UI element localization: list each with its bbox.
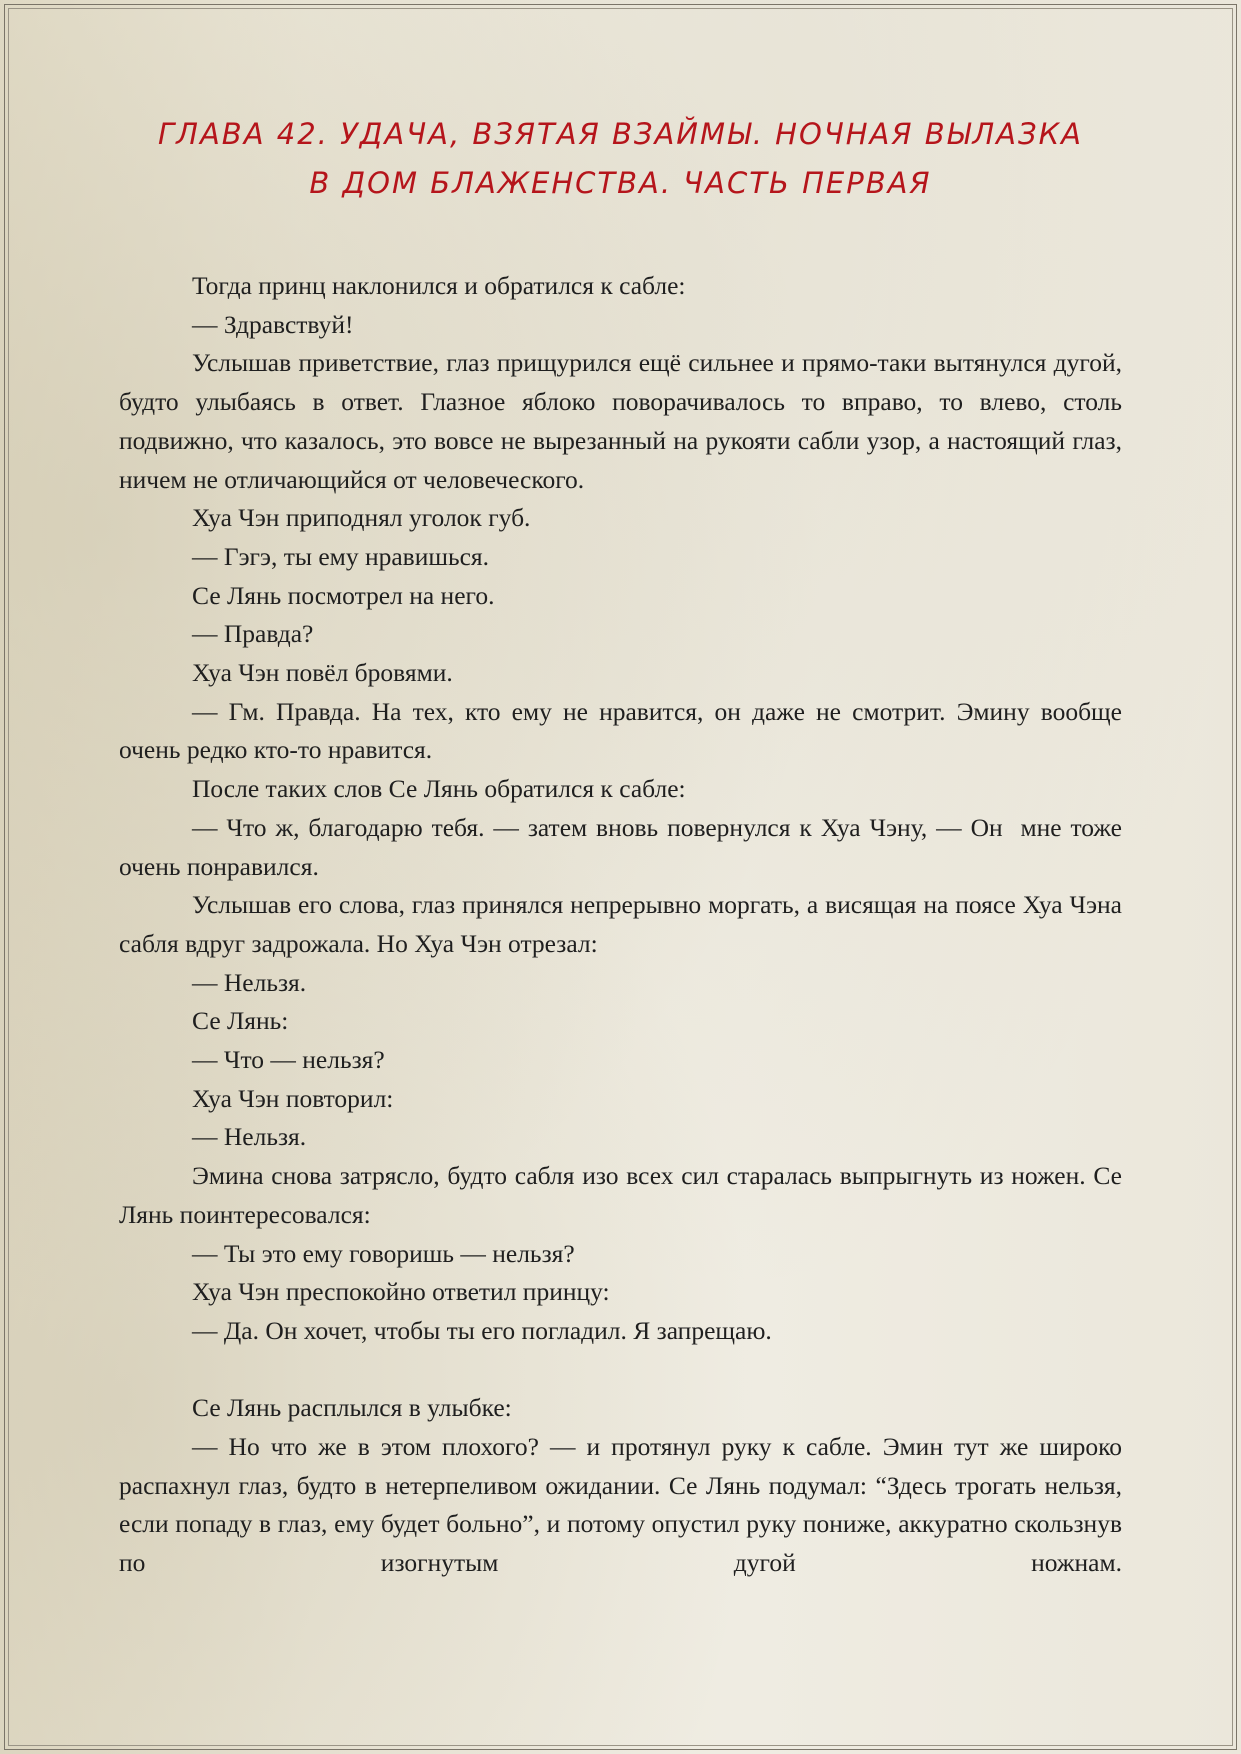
paragraph: Хуа Чэн повёл бровями. (192, 658, 453, 688)
paragraph: — Здравствуй! (192, 309, 354, 339)
paragraph: — Нельзя. (192, 967, 307, 997)
paragraph: После таких слов Се Лянь обратился к сабле: (192, 774, 686, 804)
paragraph: Услышав его слова, глаз принялся непрерывно моргать, а висящая на поясе Хуа Чэна сабля вдруг задрожала. Но Хуа Чэн отрезал: (119, 890, 1122, 958)
paragraph: — Что ж, благодарю тебя. — затем вновь повернулся к Хуа Чэну, — Он мне тоже очень понравился. (119, 812, 1129, 881)
paragraph: Услышав приветствие, глаз прищурился ещё сильнее и прямо-таки вытянулся дугой, будто улыбаясь в ответ. Глазное яблоко поворачивалось то вправо, то влево, столь подвижно, что казалось, это вовсе не вырезанный на рукояти сабли узор, а настоящий глаз, ничем не отличающийся от человеческого. (119, 348, 1122, 494)
paragraph: Се Лянь: (192, 1006, 289, 1036)
paragraph: — Да. Он хочет, чтобы ты его погладил. Я запрещаю. (192, 1315, 772, 1345)
paragraph: — Что — нельзя? (192, 1045, 385, 1075)
paragraph: Се Лянь посмотрел на него. (192, 580, 495, 610)
chapter-body (119, 267, 1129, 1583)
chapter-title-line-2: В ДОМ БЛАЖЕНСТВА. ЧАСТЬ ПЕРВАЯ (309, 166, 932, 200)
paragraph: Хуа Чэн преспокойно ответил принцу: (192, 1277, 610, 1307)
paragraph: — Правда? (192, 619, 314, 649)
paragraph: Се Лянь расплылся в улыбке: (192, 1393, 512, 1423)
chapter-title-line-1: ГЛАВА 42. УДАЧА, ВЗЯТАЯ ВЗАЙМЫ. НОЧНАЯ ВЫЛАЗКА (158, 117, 1083, 151)
paragraph: Эмина снова затрясло, будто сабля изо всех сил старалась выпрыгнуть из ножен. Се Лянь поинтересовался: (119, 1161, 1122, 1229)
paragraph: — Ты это ему говоришь — нельзя? (192, 1238, 575, 1268)
paragraph: — Гэгэ, ты ему нравишься. (192, 541, 490, 571)
chapter-title (0, 110, 1241, 208)
paragraph: Хуа Чэн повторил: (192, 1083, 394, 1113)
paragraph: — Но что же в этом плохого? — и протянул руку к сабле. Эмин тут же широко распахнул глаз, будто в нетерпеливом ожидании. Се Лянь подумал: “Здесь трогать нельзя, если попаду в глаз, ему будет больно”, и потому опустил руку пониже, аккуратно скользнув по изогнутым дугой ножнам. (119, 1432, 1122, 1578)
paragraph: — Гм. Правда. На тех, кто ему не нравится, он даже не смотрит. Эмину вообще очень редко кто-то нравится. (119, 696, 1122, 765)
paragraph: — Нельзя. (192, 1122, 307, 1152)
blank-line (119, 1351, 1122, 1390)
paragraph: Хуа Чэн приподнял уголок губ. (192, 503, 531, 533)
paragraph: Тогда принц наклонился и обратился к сабле: (192, 271, 686, 300)
